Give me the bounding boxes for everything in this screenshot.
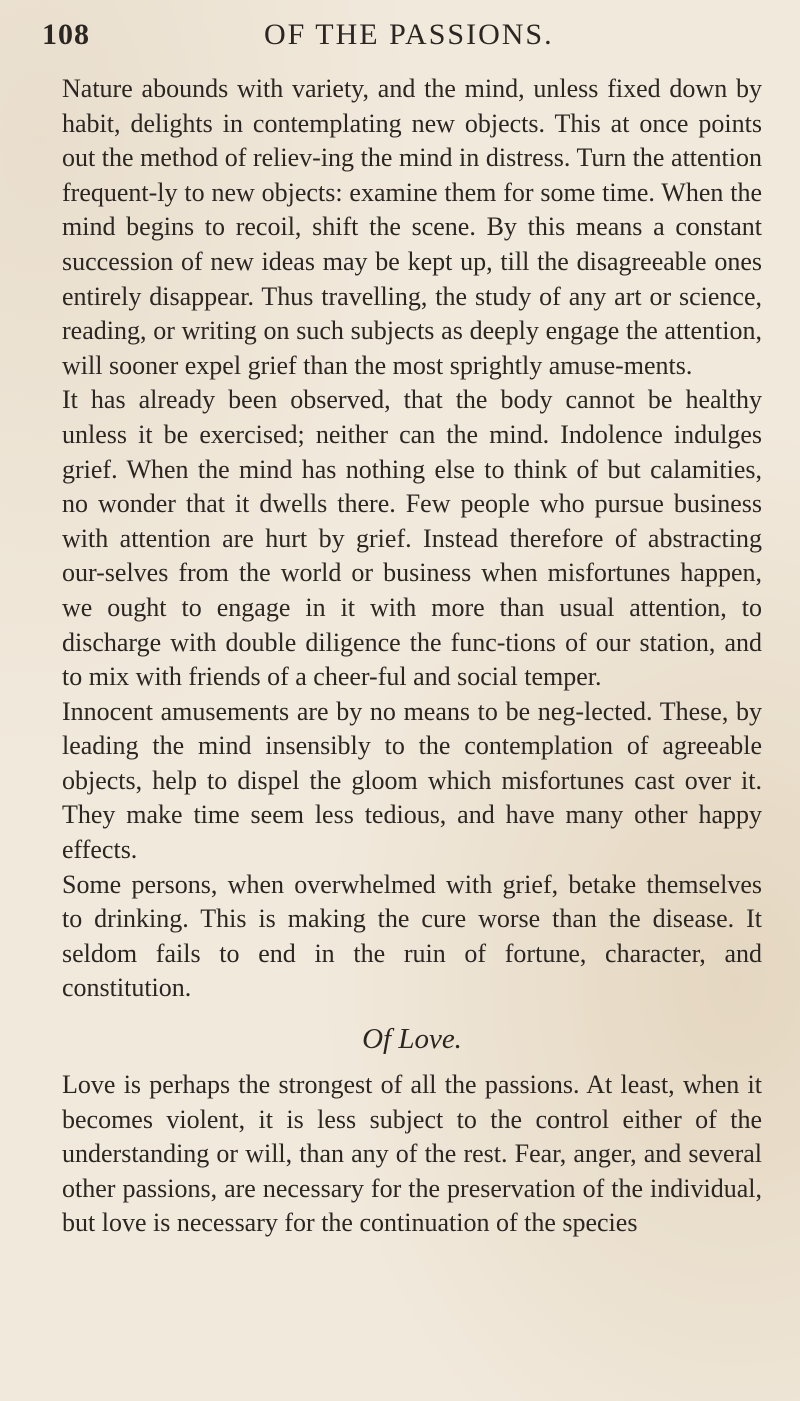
paragraph-variety: Nature abounds with variety, and the mind, unless fixed down by habit, delights in contemplating new objects. This at once points out the method of reliev-ing the mind in distress. Turn the attention frequent-ly to new objects: examine them for some time. When the mind begins to recoil, shift the scene. By this means a constant succession of new ideas may be kept up, till the disagreeable ones entirely disappear. Thus travelling, the study of any art or science, reading, or writing on such subjects as deeply engage the attention, will sooner expel grief than the most sprightly amuse-ments.: [62, 74, 762, 380]
running-title: OF THE PASSIONS.: [264, 18, 554, 51]
page-number: 108: [42, 18, 90, 51]
paragraph-exercise: It has already been observed, that the body cannot be healthy unless it be exercised; neither can the mind. Indolence indulges grief. When the mind has nothing else to think of but calamities, no wonder that it dwells there. Few people who pursue business with attention are hurt by grief. Instead therefore of abstracting our-selves from the world or business when misfortunes happen, we ought to engage in it with more than usual attention, to discharge with double diligence the func-tions of our station, and to mix with friends of a cheer-ful and social temper.: [62, 385, 762, 692]
paragraph-drinking: Some persons, when overwhelmed with grief, betake themselves to drinking. This is making the cure worse than the disease. It seldom fails to end in the ruin of fortune, character, and constitution.: [62, 869, 762, 1003]
section-heading-love: Of Love.: [362, 1023, 462, 1056]
running-head: [42, 18, 760, 58]
body-text: [62, 72, 762, 1241]
paragraph-amusements: Innocent amusements are by no means to be neg-lected. These, by leading the mind insensibly to the contemplation of agreeable objects, help to dispel the gloom which misfortunes cast over it. They make time seem less tedious, and have many other happy effects.: [62, 696, 762, 865]
paragraph-love: Love is perhaps the strongest of all the passions. At least, when it becomes violent, it is less subject to the control either of the understanding or will, than any of the rest. Fear, anger, and several other passions, are necessary for the preservation of the individual, but love is necessary for the continuation of the species: [62, 1070, 762, 1238]
